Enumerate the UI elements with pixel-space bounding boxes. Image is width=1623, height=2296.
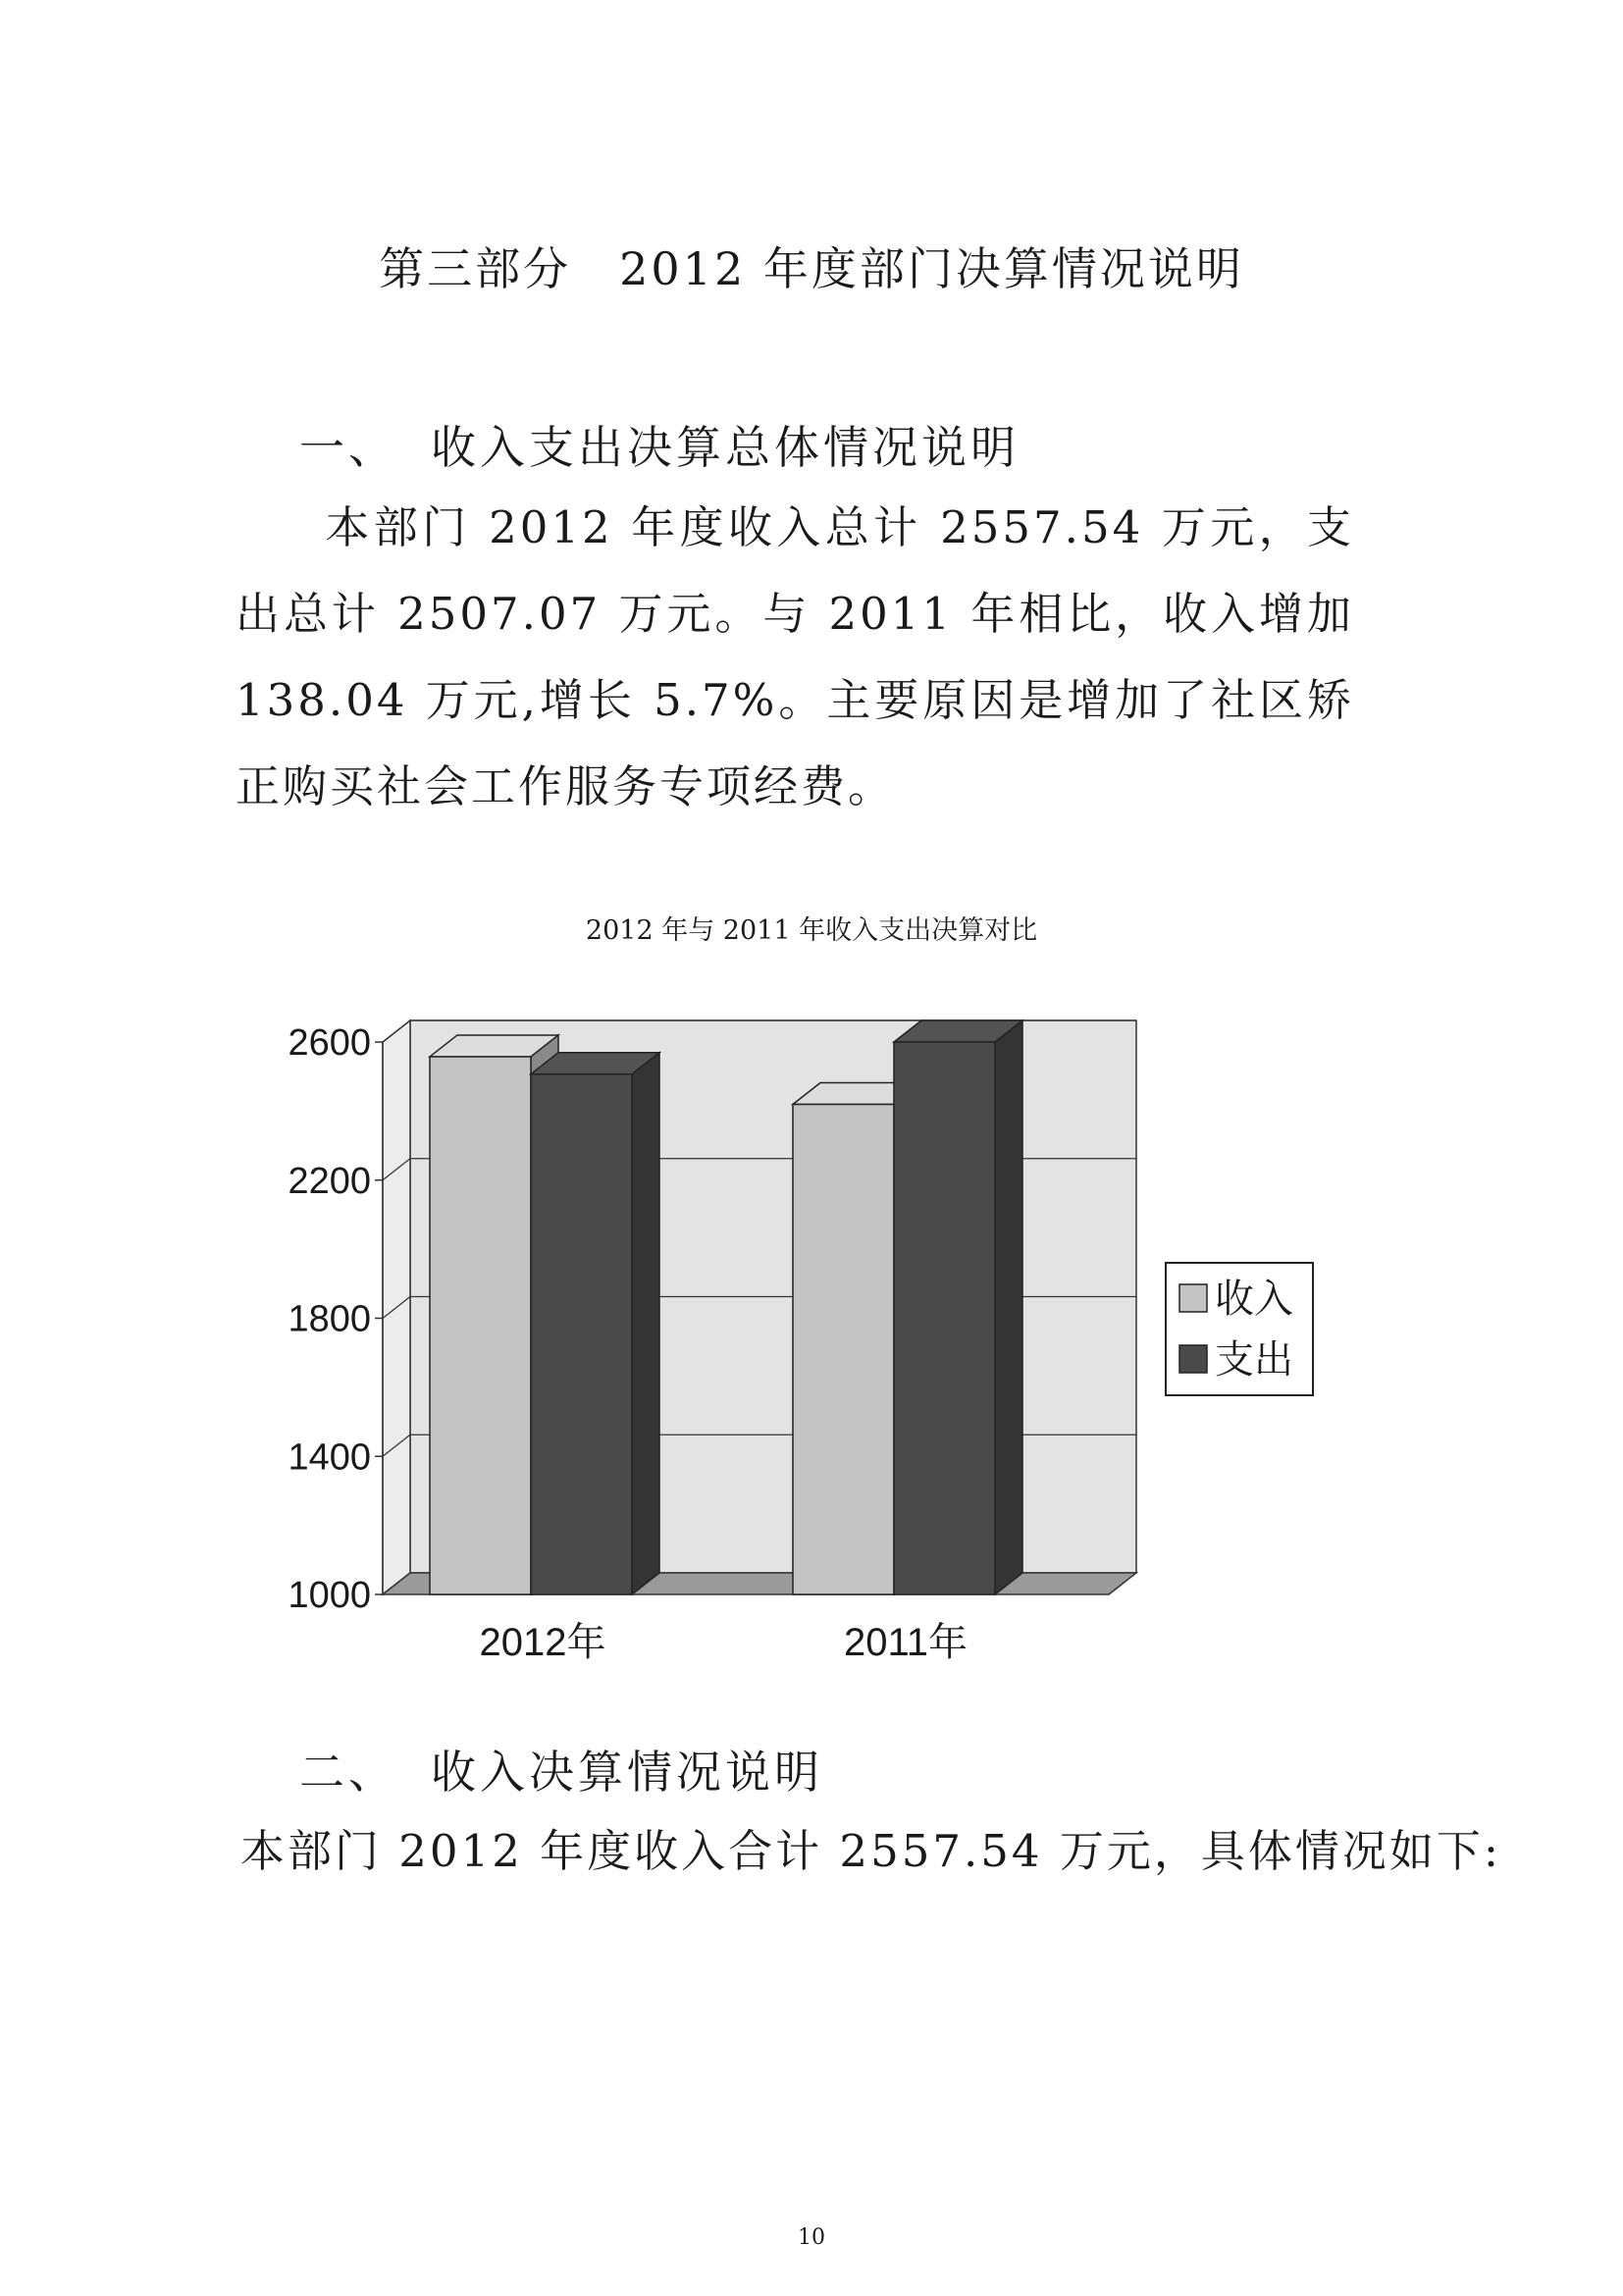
legend-swatch	[1179, 1345, 1207, 1373]
bar-side	[632, 1053, 659, 1594]
y-tick-label: 1400	[288, 1436, 371, 1479]
section-heading-1	[299, 412, 1020, 477]
legend-label: 支出	[1215, 1338, 1293, 1382]
section-number-2: 二、	[299, 1746, 397, 1799]
bar	[531, 1074, 632, 1594]
y-tick-label: 2200	[288, 1160, 371, 1202]
bar	[430, 1057, 531, 1594]
comparison-chart	[265, 991, 1344, 1678]
legend-swatch	[1179, 1284, 1207, 1312]
page-number: 10	[798, 2225, 825, 2250]
legend-label: 收入	[1215, 1278, 1293, 1321]
section-1-paragraph	[236, 485, 1354, 830]
chart-title: 2012 年与 2011 年收入支出决算对比	[585, 915, 1038, 946]
page-title: 第三部分 2012 年度部门决算情况说明	[379, 242, 1244, 295]
section-1-text: 本部门 2012 年度收入总计 2557.54 万元，支出总计 2507.07 万元。与 2011 年相比，收入增加 138.04 万元,增长 5.7%。主要原因是增加了社区矫正购买社会工作服务专项经费。	[236, 501, 1354, 812]
y-tick-label: 2600	[288, 1022, 371, 1064]
x-category-label: 2012年	[479, 1621, 606, 1664]
bar	[894, 1042, 995, 1594]
section-heading-2	[299, 1737, 823, 1801]
y-tick-label: 1000	[288, 1575, 371, 1616]
section-title-1: 收入支出决算总体情况说明	[431, 421, 1020, 474]
y-tick-label: 1800	[288, 1298, 371, 1340]
bar	[793, 1105, 894, 1594]
x-category-label: 2011年	[843, 1621, 969, 1664]
section-title-2: 收入决算情况说明	[431, 1746, 823, 1799]
section-number-1: 一、	[299, 421, 397, 474]
section-2-paragraph: 本部门 2012 年度收入合计 2557.54 万元，具体情况如下:	[240, 1825, 1501, 1877]
bar-side	[995, 1020, 1022, 1594]
